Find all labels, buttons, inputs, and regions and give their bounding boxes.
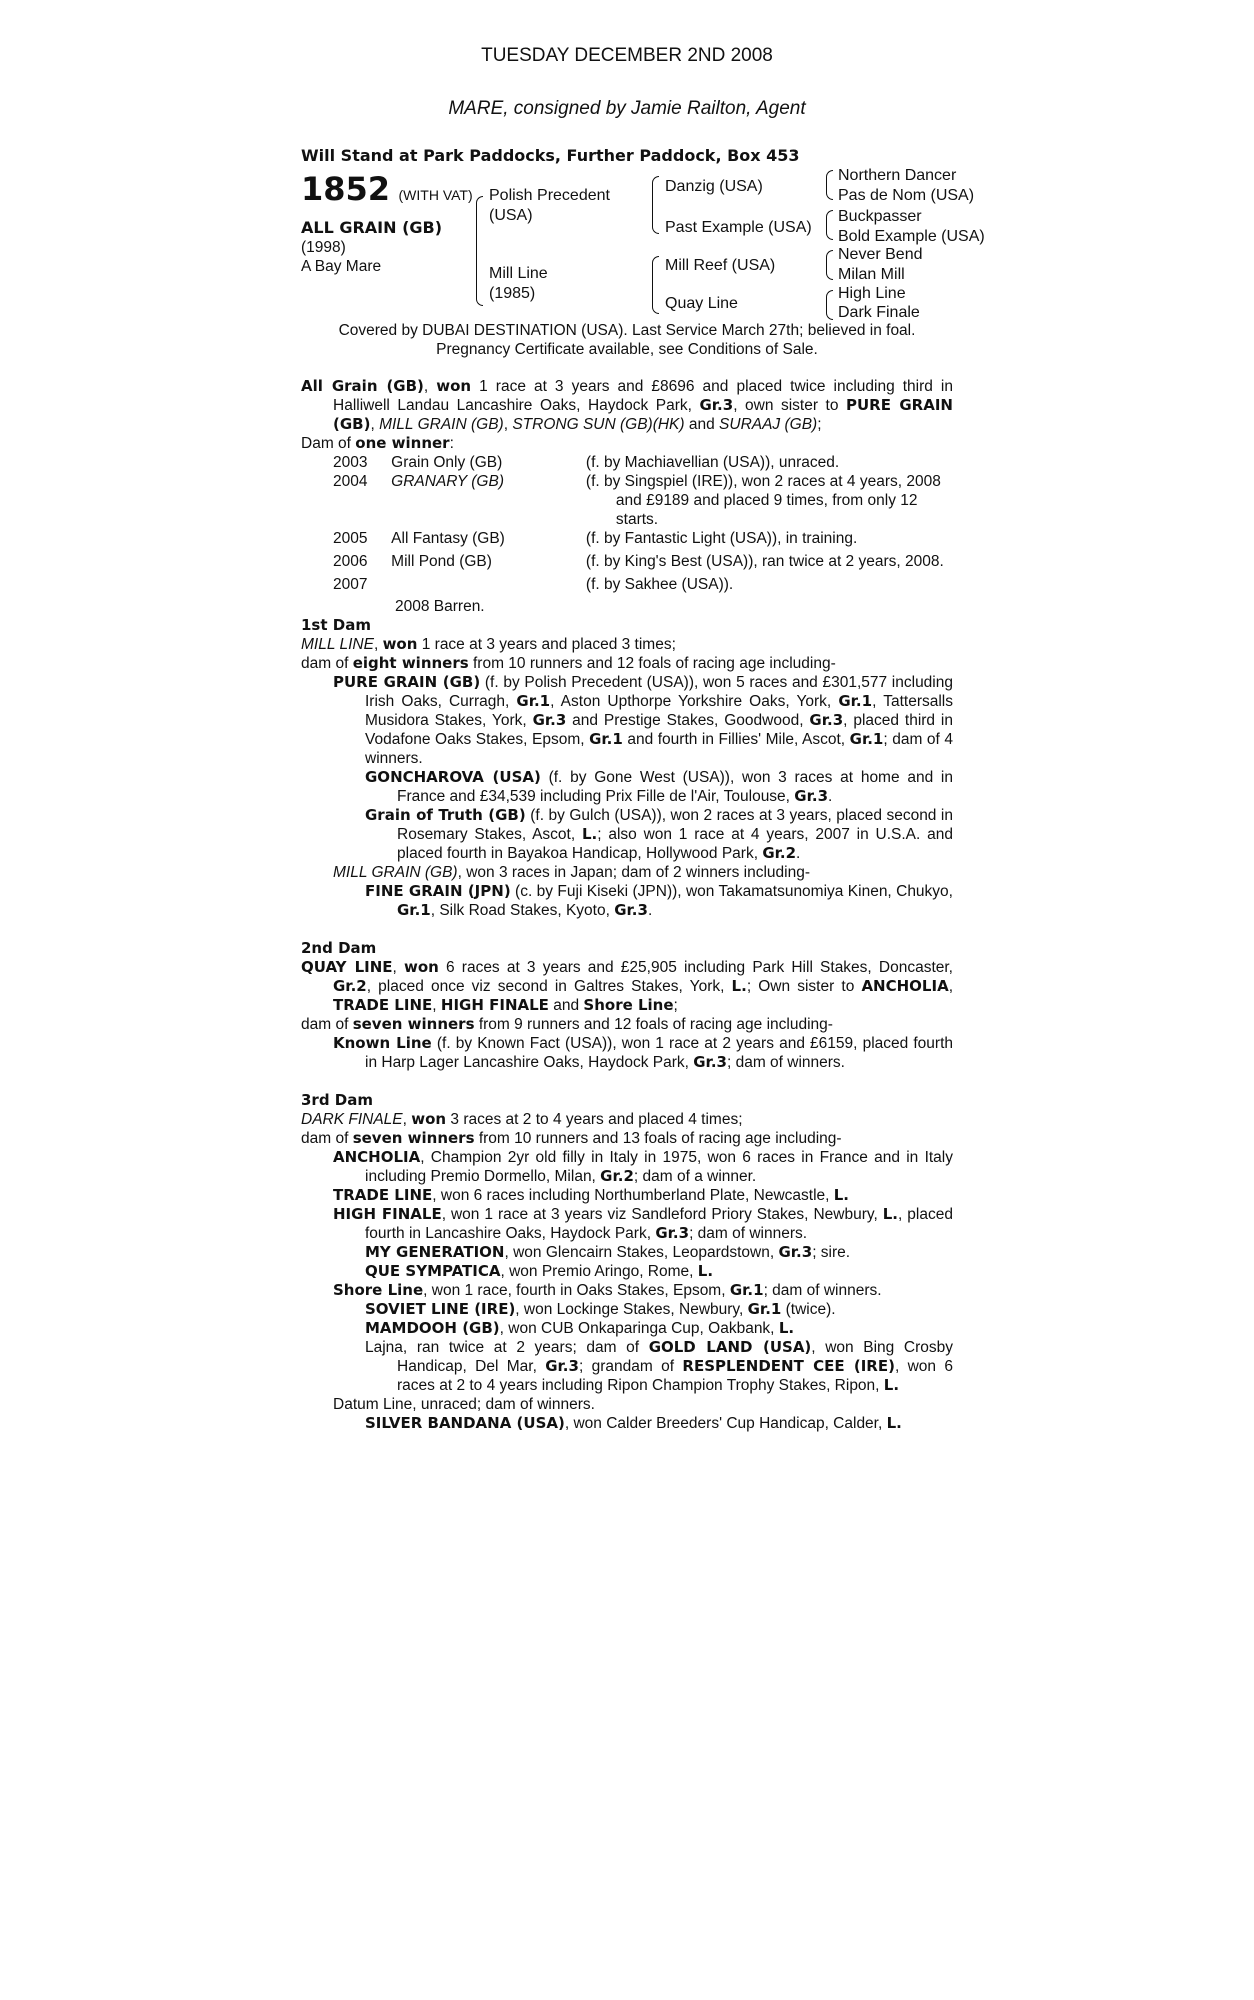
pedigree-sire: Polish Precedent: [489, 187, 610, 204]
family-entry: Grain of Truth (GB) (f. by Gulch (USA)), won 2 races at 3 years, placed second in Rosemary Stakes, Ascot, L.; also won 1 race at 4 years, 2007 in U.S.A. and placed fourth in Bayakoa Handicap, Hollywood Park, Gr.2.: [365, 806, 953, 862]
pedigree-dsd: Milan Mill: [838, 266, 905, 283]
produce-row: [333, 472, 953, 529]
pedigree-dds: High Line: [838, 285, 906, 302]
family-entry: TRADE LINE, won 6 races including Northumberland Plate, Newcastle, L.: [333, 1186, 850, 1204]
family-entry: ANCHOLIA, Champion 2yr old filly in Italy in 1975, won 6 races in France and in Italy including Premio Dormello, Milan, Gr.2; dam of a winner.: [333, 1148, 953, 1185]
family-entry: MY GENERATION, won Glencairn Stakes, Leopardstown, Gr.3; sire.: [365, 1243, 851, 1261]
catalogue-body: [301, 377, 953, 1433]
produce-name: GRANARY (GB): [391, 473, 504, 490]
pedigree-brace-dd: [826, 290, 833, 320]
produce-detail: (f. by Fantastic Light (USA)), in training.: [585, 530, 858, 547]
lot-number-row: [301, 170, 473, 208]
pedigree-dam: Mill Line: [489, 265, 548, 282]
produce-name: All Fantasy (GB): [391, 530, 505, 547]
family-entry: FINE GRAIN (JPN) (c. by Fuji Kiseki (JPN)), won Takamatsunomiya Kinen, Chukyo, Gr.1, Silk Road Stakes, Kyoto, Gr.3.: [365, 882, 953, 919]
dam2-produce-line: dam of seven winners from 9 runners and 12 foals of racing age including-: [301, 1015, 833, 1033]
pedigree-brace-sd: [826, 210, 833, 240]
pedigree-sd: Past Example (USA): [665, 219, 812, 236]
lot-number: 1852: [301, 170, 391, 208]
produce-year: 2006: [333, 553, 368, 570]
pedigree-sdd: Bold Example (USA): [838, 228, 985, 245]
horse-name: ALL GRAIN (GB): [301, 218, 443, 237]
produce-table: [333, 453, 953, 594]
pedigree-brace-ds: [826, 250, 833, 280]
pedigree-ssd: Pas de Nom (USA): [838, 187, 975, 204]
vat-label: (WITH VAT): [398, 187, 473, 203]
family-entry: Known Line (f. by Known Fact (USA)), won 1 race at 2 years and £6159, placed fourth in Harp Lager Lancashire Oaks, Haydock Park, Gr.3; dam of winners.: [333, 1034, 953, 1071]
foaling-year: (1998): [301, 239, 346, 256]
produce-detail: (f. by Sakhee (USA)).: [585, 576, 734, 593]
dam-of-line: Dam of one winner:: [301, 434, 454, 452]
covered-line-1: Covered by DUBAI DESTINATION (USA). Last Service March 27th; believed in foal.: [338, 322, 916, 339]
dam2-summary: QUAY LINE, won 6 races at 3 years and £25,905 including Park Hill Stakes, Doncaster, Gr.2, placed once viz second in Galtres Stakes, York, L.; Own sister to ANCHOLIA, TRADE LINE, HIGH FINALE and Shore Line;: [301, 958, 953, 1014]
produce-name: [391, 571, 586, 594]
family-entry: PURE GRAIN (GB) (f. by Polish Precedent (USA)), won 5 races and £301,577 including Irish Oaks, Curragh, Gr.1, Aston Upthorpe Yorkshire Oaks, York, Gr.1, Tattersalls Musidora Stakes, York, Gr.3 and Prestige Stakes, Goodwood, Gr.3, placed third in Vodafone Oaks Stakes, Epsom, Gr.1 and fourth in Fillies' Mile, Ascot, Gr.1; dam of 4 winners.: [333, 673, 953, 767]
pedigree-brace-gen1: [476, 196, 483, 306]
family-entry: Lajna, ran twice at 2 years; dam of GOLD LAND (USA), won Bing Crosby Handicap, Del Mar, Gr.3; grandam of RESPLENDENT CEE (IRE), won 6 races at 2 to 4 years including Ripon Champion Trophy Stakes, Ripon, L.: [365, 1338, 953, 1394]
family-entry: MILL GRAIN (GB), won 3 races in Japan; dam of 2 winners including-: [333, 864, 810, 881]
produce-row: [333, 548, 953, 571]
family-entry: Datum Line, unraced; dam of winners.: [333, 1396, 595, 1413]
pedigree-dd: Quay Line: [665, 295, 738, 312]
dam3-produce-line: dam of seven winners from 10 runners and 13 foals of racing age including-: [301, 1129, 842, 1147]
pedigree-brace-ss: [826, 170, 833, 200]
produce-name: Mill Pond (GB): [391, 553, 492, 570]
pedigree-brace-dam: [652, 256, 659, 314]
produce-detail: (f. by Machiavellian (USA)), unraced.: [585, 454, 840, 471]
family-entry: SOVIET LINE (IRE), won Lockinge Stakes, Newbury, Gr.1 (twice).: [365, 1300, 836, 1318]
produce-year: 2004: [333, 473, 368, 490]
family-entry: Shore Line, won 1 race, fourth in Oaks Stakes, Epsom, Gr.1; dam of winners.: [333, 1281, 882, 1299]
section-heading-2nd-dam: 2nd Dam: [301, 939, 377, 957]
section-heading-1st-dam: 1st Dam: [301, 616, 371, 634]
produce-row: [333, 453, 953, 472]
family-entry: GONCHAROVA (USA) (f. by Gone West (USA)), won 3 races at home and in France and £34,539 including Prix Fille de l'Air, Toulouse, Gr.3.: [365, 768, 953, 805]
produce-row: [333, 571, 953, 594]
produce-row: [333, 529, 953, 548]
pedigree-sire-country: (USA): [489, 207, 533, 224]
produce-year: 2007: [333, 576, 368, 593]
pedigree-brace-sire: [652, 176, 659, 234]
dam1-produce-line: dam of eight winners from 10 runners and 12 foals of racing age including-: [301, 654, 836, 672]
produce-detail: (f. by Singspiel (IRE)), won 2 races at 4 years, 2008 and £9189 and placed 9 times, from only 12 starts.: [585, 473, 941, 528]
horse-summary: All Grain (GB), won 1 race at 3 years and £8696 and placed twice including third in Halliwell Landau Lancashire Oaks, Haydock Park, Gr.3, own sister to PURE GRAIN (GB), MILL GRAIN (GB), STRONG SUN (GB)(HK) and SURAAJ (GB);: [301, 377, 953, 433]
sale-date: TUESDAY DECEMBER 2ND 2008: [481, 45, 773, 66]
family-entry: MAMDOOH (GB), won CUB Onkaparinga Cup, Oakbank, L.: [365, 1319, 795, 1337]
consignment: MARE, consigned by Jamie Railton, Agent: [448, 98, 806, 119]
stand-location: Will Stand at Park Paddocks, Further Paddock, Box 453: [301, 146, 800, 165]
dam3-summary: DARK FINALE, won 3 races at 2 to 4 years and placed 4 times;: [301, 1110, 743, 1128]
pregnancy-line: Pregnancy Certificate available, see Conditions of Sale.: [436, 341, 818, 358]
pedigree-ss: Danzig (USA): [665, 178, 763, 195]
pedigree-ds: Mill Reef (USA): [665, 257, 776, 274]
produce-name: Grain Only (GB): [391, 454, 503, 471]
horse-description: A Bay Mare: [301, 258, 382, 275]
family-entry: QUE SYMPATICA, won Premio Aringo, Rome, L.: [365, 1262, 714, 1280]
pedigree-ddd: Dark Finale: [838, 304, 920, 321]
pedigree-sds: Buckpasser: [838, 208, 922, 225]
section-heading-3rd-dam: 3rd Dam: [301, 1091, 373, 1109]
produce-year: 2005: [333, 530, 368, 547]
pedigree-dss: Never Bend: [838, 246, 923, 263]
pedigree-dam-year: (1985): [489, 285, 536, 302]
produce-detail: (f. by King's Best (USA)), ran twice at 2 years, 2008.: [585, 553, 944, 570]
family-entry: HIGH FINALE, won 1 race at 3 years viz Sandleford Priory Stakes, Newbury, L., placed fourth in Lancashire Oaks, Haydock Park, Gr.3; dam of winners.: [333, 1205, 953, 1242]
produce-year: 2003: [333, 454, 368, 471]
barren-note: 2008 Barren.: [395, 598, 485, 615]
dam1-summary: MILL LINE, won 1 race at 3 years and placed 3 times;: [301, 635, 676, 653]
family-entry: SILVER BANDANA (USA), won Calder Breeders' Cup Handicap, Calder, L.: [365, 1414, 902, 1432]
pedigree-sss: Northern Dancer: [838, 167, 957, 184]
